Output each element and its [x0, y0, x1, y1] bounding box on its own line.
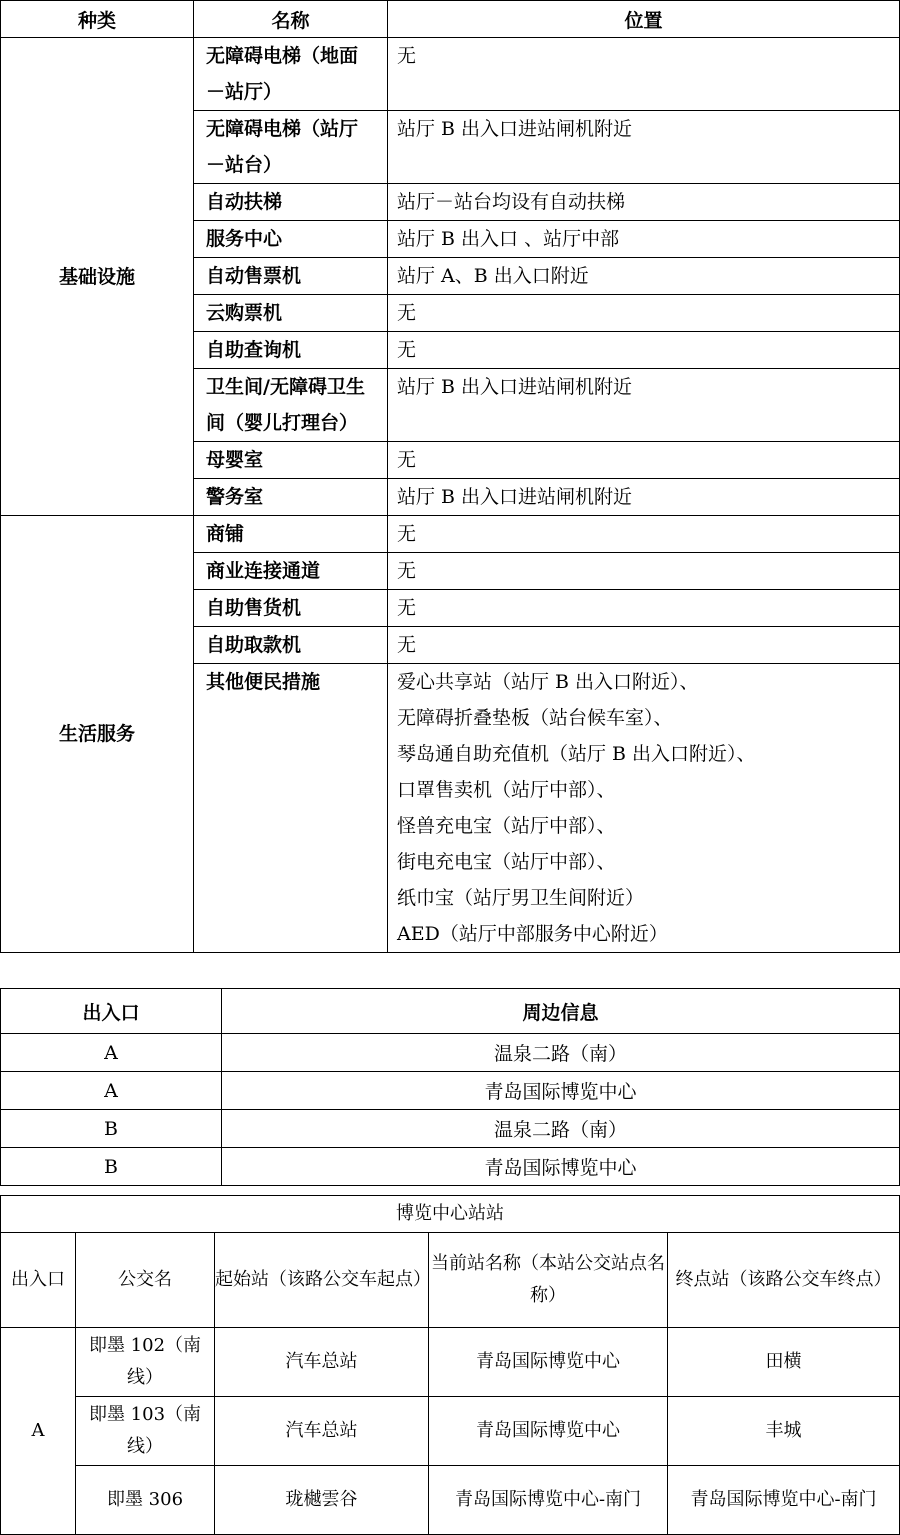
facility-location	[388, 590, 900, 627]
category-cell: 基础设施	[1, 38, 194, 516]
location-line: 无	[397, 449, 417, 471]
header-surroundings: 周边信息	[222, 989, 900, 1034]
exit-row	[1, 1072, 900, 1110]
exit-surrounding: 温泉二路（南）	[222, 1034, 900, 1072]
bus-end-station: 丰城	[668, 1397, 900, 1466]
facility-location	[388, 553, 900, 590]
facility-location	[388, 295, 900, 332]
category-cell: 生活服务	[1, 516, 194, 953]
location-line: 爱心共享站（站厅 B 出入口附近）、	[397, 671, 699, 693]
location-line: 无	[397, 45, 417, 67]
location-line: 无	[397, 597, 417, 619]
exits-table	[0, 988, 900, 1186]
bus-exit: A	[1, 1328, 76, 1535]
location-line: 无	[397, 560, 417, 582]
location-line: 站厅 B 出入口进站闸机附近	[397, 376, 633, 398]
location-line: 站厅 A、B 出入口附近	[397, 265, 589, 287]
exit-surrounding: 温泉二路（南）	[222, 1110, 900, 1148]
bus-header-exit: 出入口	[1, 1233, 76, 1328]
bus-header-end: 终点站（该路公交车终点）	[668, 1233, 900, 1328]
bus-caption-row	[1, 1196, 900, 1233]
bus-header-row	[1, 1233, 900, 1328]
facility-row	[1, 38, 900, 111]
facility-name: 其他便民措施	[194, 664, 388, 953]
location-line: 无障碍折叠垫板（站台候车室）、	[397, 707, 673, 729]
bus-current-station: 青岛国际博览中心	[429, 1328, 668, 1397]
bus-start-station: 汽车总站	[215, 1328, 429, 1397]
facility-name: 母婴室	[194, 442, 388, 479]
bus-line: 即墨 102（南线）	[76, 1328, 215, 1397]
facility-name: 商业连接通道	[194, 553, 388, 590]
facility-name: 商铺	[194, 516, 388, 553]
facility-name: 自助售货机	[194, 590, 388, 627]
facility-name: 无障碍电梯（站厅－站台）	[194, 111, 388, 184]
bus-line: 即墨 103（南线）	[76, 1397, 215, 1466]
bus-table	[0, 1195, 900, 1535]
bus-row	[1, 1466, 900, 1535]
bus-end-station: 青岛国际博览中心-南门	[668, 1466, 900, 1535]
facility-name: 自助取款机	[194, 627, 388, 664]
location-line: 站厅 B 出入口 、站厅中部	[397, 228, 620, 250]
exit-row	[1, 1034, 900, 1072]
bus-header-current: 当前站名称（本站公交站点名称）	[429, 1233, 668, 1328]
header-category: 种类	[1, 1, 194, 38]
facility-name: 警务室	[194, 479, 388, 516]
bus-start-station: 珑樾雲谷	[215, 1466, 429, 1535]
location-line: 琴岛通自助充值机（站厅 B 出入口附近）、	[397, 743, 756, 765]
exit-label: A	[1, 1072, 222, 1110]
facility-name: 自助查询机	[194, 332, 388, 369]
location-line: 站厅 B 出入口进站闸机附近	[397, 486, 633, 508]
location-line: 站厅 B 出入口进站闸机附近	[397, 118, 633, 140]
facility-location	[388, 258, 900, 295]
facility-name: 无障碍电梯（地面－站厅）	[194, 38, 388, 111]
location-line: 站厅－站台均设有自动扶梯	[397, 191, 626, 213]
facilities-header-row	[1, 1, 900, 38]
location-line: 纸巾宝（站厅男卫生间附近）	[397, 887, 645, 909]
facility-location	[388, 332, 900, 369]
location-line: 无	[397, 302, 417, 324]
bus-current-station: 青岛国际博览中心	[429, 1397, 668, 1466]
bus-current-station: 青岛国际博览中心-南门	[429, 1466, 668, 1535]
facility-location	[388, 184, 900, 221]
bus-row	[1, 1397, 900, 1466]
exit-label: B	[1, 1148, 222, 1186]
facility-location	[388, 442, 900, 479]
facility-location	[388, 38, 900, 111]
facility-name: 卫生间/无障碍卫生间（婴儿打理台）	[194, 369, 388, 442]
location-line: 街电充电宝（站厅中部）、	[397, 851, 616, 873]
exit-label: B	[1, 1110, 222, 1148]
exits-header-row	[1, 989, 900, 1034]
facility-row	[1, 516, 900, 553]
bus-line: 即墨 306	[76, 1466, 215, 1535]
facility-location	[388, 479, 900, 516]
facility-name: 服务中心	[194, 221, 388, 258]
facility-location	[388, 221, 900, 258]
exit-row	[1, 1148, 900, 1186]
location-line: 无	[397, 523, 417, 545]
facility-name: 云购票机	[194, 295, 388, 332]
bus-header-line: 公交名	[76, 1233, 215, 1328]
location-line: 无	[397, 339, 417, 361]
bus-row	[1, 1328, 900, 1397]
location-line: 无	[397, 634, 417, 656]
facility-location	[388, 664, 900, 953]
header-location: 位置	[388, 1, 900, 38]
exit-surrounding: 青岛国际博览中心	[222, 1072, 900, 1110]
facility-location	[388, 111, 900, 184]
bus-start-station: 汽车总站	[215, 1397, 429, 1466]
facility-location	[388, 516, 900, 553]
exit-row	[1, 1110, 900, 1148]
exit-surrounding: 青岛国际博览中心	[222, 1148, 900, 1186]
facility-location	[388, 627, 900, 664]
facility-name: 自动扶梯	[194, 184, 388, 221]
facility-location	[388, 369, 900, 442]
location-line: AED（站厅中部服务中心附近）	[397, 923, 668, 945]
bus-header-start: 起始站（该路公交车起点）	[215, 1233, 429, 1328]
location-line: 怪兽充电宝（站厅中部）、	[397, 815, 616, 837]
exit-label: A	[1, 1034, 222, 1072]
bus-end-station: 田横	[668, 1328, 900, 1397]
bus-caption: 博览中心站站	[1, 1196, 900, 1233]
location-line: 口罩售卖机（站厅中部）、	[397, 779, 616, 801]
header-name: 名称	[194, 1, 388, 38]
header-exit: 出入口	[1, 989, 222, 1034]
facility-name: 自动售票机	[194, 258, 388, 295]
